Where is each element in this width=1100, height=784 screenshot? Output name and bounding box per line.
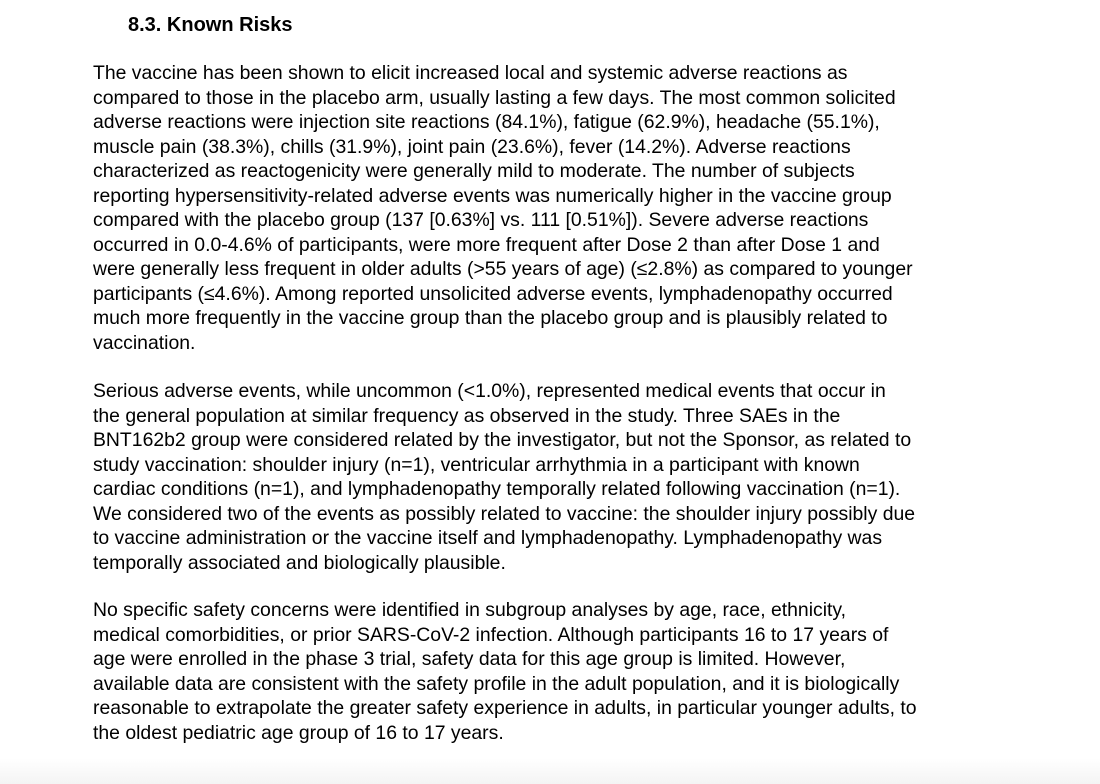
- paragraph-line: vaccination.: [93, 331, 196, 354]
- paragraph-line: reasonable to extrapolate the greater safety experience in adults, in particular younger adults, to: [93, 697, 917, 719]
- paragraph-line: The vaccine has been shown to elicit increased local and systemic adverse reactions as: [93, 62, 848, 84]
- paragraph-known-risks-reactions: [93, 61, 1093, 355]
- paragraph-line: much more frequently in the vaccine group than the placebo group and is plausibly related to: [93, 307, 888, 329]
- paragraph-line: adverse reactions were injection site reactions (84.1%), fatigue (62.9%), headache (55.1%),: [93, 111, 880, 133]
- paragraph-line: occurred in 0.0-4.6% of participants, were more frequent after Dose 2 than after Dose 1 and: [93, 233, 880, 256]
- paragraph-line: We considered two of the events as possibly related to vaccine: the shoulder injury possibly due: [93, 502, 916, 525]
- paragraph-line: characterized as reactogenicity were generally mild to moderate. The number of subjects: [93, 160, 855, 182]
- paragraph-line: to vaccine administration or the vaccine itself and lymphadenopathy. Lymphadenopathy was: [93, 527, 883, 549]
- paragraph-line: No specific safety concerns were identified in subgroup analyses by age, race, ethnicity,: [93, 599, 847, 621]
- paragraph-line: medical comorbidities, or prior SARS-CoV-2 infection. Although participants 16 to 17 years of: [93, 623, 889, 646]
- paragraph-line: participants (≤4.6%). Among reported unsolicited adverse events, lymphadenopathy occurred: [93, 282, 893, 305]
- paragraph-line: reporting hypersensitivity-related adverse events was numerically higher in the vaccine group: [93, 184, 892, 207]
- paragraph-line: BNT162b2 group were considered related by the investigator, but not the Sponsor, as related to: [93, 429, 912, 451]
- paragraph-line: age were enrolled in the phase 3 trial, safety data for this age group is limited. However,: [93, 648, 846, 670]
- paragraph-line: compared to those in the placebo arm, usually lasting a few days. The most common solicited: [93, 86, 896, 109]
- paragraph-line: temporally associated and biologically plausible.: [93, 551, 506, 574]
- paragraph-line: available data are consistent with the safety profile in the adult population, and it is biologically: [93, 672, 900, 695]
- page-bottom-edge: [0, 758, 1100, 784]
- section-heading: 8.3. Known Risks: [128, 14, 293, 36]
- paragraph-line: compared with the placebo group (137 [0.63%] vs. 111 [0.51%]). Severe adverse reactions: [93, 209, 869, 231]
- paragraph-line: were generally less frequent in older adults (>55 years of age) (≤2.8%) as compared to younger: [93, 258, 913, 280]
- paragraph-serious-adverse-events: [93, 379, 1093, 575]
- paragraph-line: study vaccination: shoulder injury (n=1), ventricular arrhythmia in a participant with known: [93, 453, 860, 476]
- paragraph-line: the oldest pediatric age group of 16 to 17 years.: [93, 721, 504, 744]
- paragraph-line: Serious adverse events, while uncommon (<1.0%), represented medical events that occur in: [93, 380, 886, 402]
- paragraph-line: the general population at similar frequency as observed in the study. Three SAEs in the: [93, 404, 841, 427]
- paragraph-line: cardiac conditions (n=1), and lymphadenopathy temporally related following vaccination (n=1).: [93, 478, 901, 500]
- paragraph-line: muscle pain (38.3%), chills (31.9%), joint pain (23.6%), fever (14.2%). Adverse reactions: [93, 135, 851, 158]
- paragraph-subgroup-analyses: [93, 598, 1093, 745]
